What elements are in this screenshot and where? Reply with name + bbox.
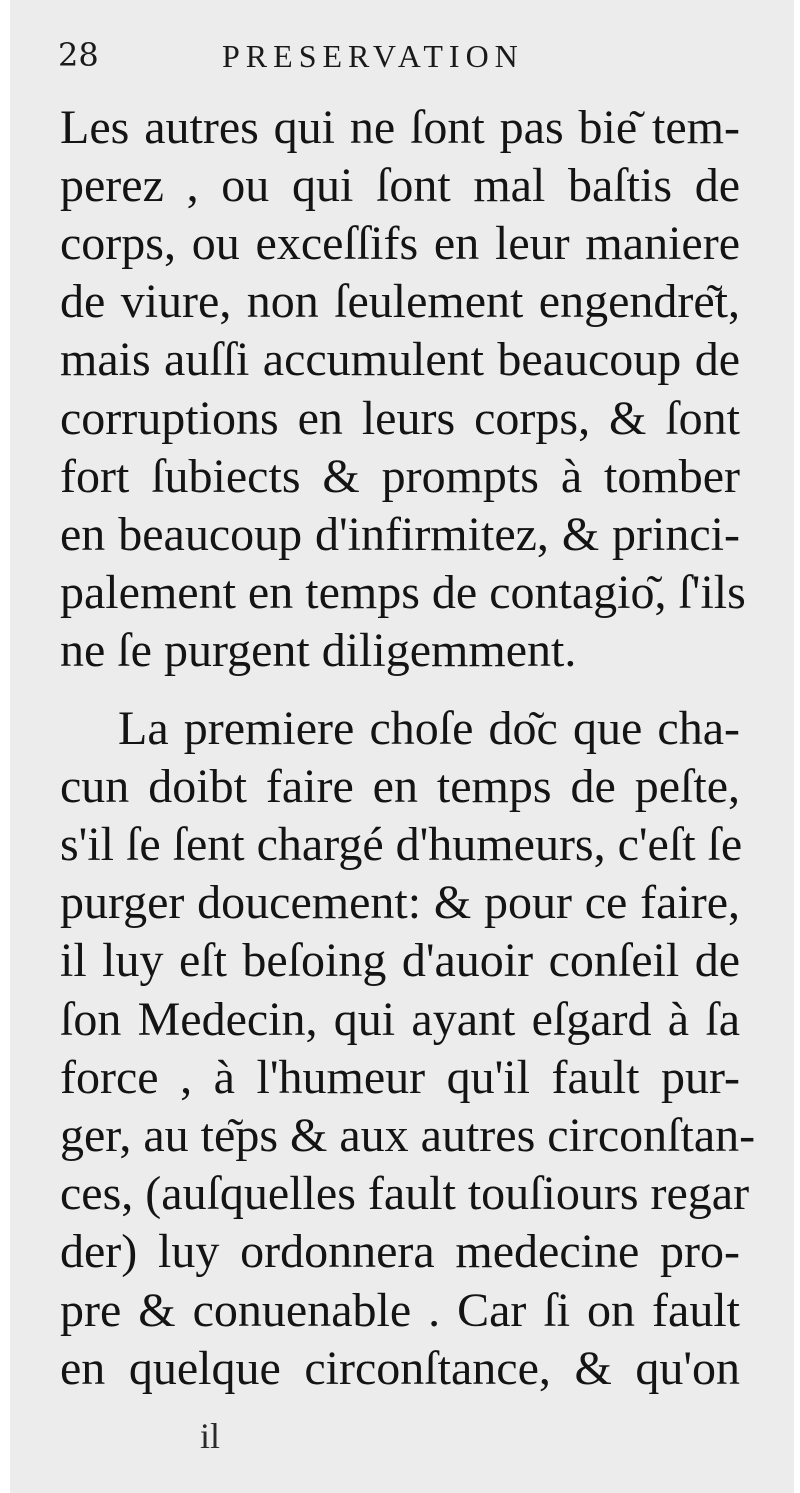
page-number: 28 bbox=[58, 36, 99, 74]
running-head: PRESERVATION bbox=[222, 38, 524, 74]
text-line: pre & conuenable . Car ſi on fault bbox=[60, 1284, 740, 1337]
text-line: ger, au te͂ps & aux autres circonſtan- bbox=[60, 1109, 756, 1162]
text-line: ne ſe purgent diligemment. bbox=[60, 624, 577, 677]
text-line: perez , ou qui ſont mal baſtis de bbox=[60, 159, 740, 212]
catchword: il bbox=[200, 1416, 221, 1456]
text-line: palement en temps de contagio͂, ſ'ils bbox=[60, 566, 746, 619]
text-line: der) luy ordonnera medecine pro- bbox=[60, 1225, 740, 1278]
text-line: s'il ſe ſent chargé d'humeurs, c'eſt ſe bbox=[60, 818, 743, 871]
text-line: force , à l'humeur qu'il fault pur- bbox=[60, 1051, 740, 1104]
page-edge-left bbox=[0, 0, 10, 1493]
text-line: corps, ou exceſſifs en leur maniere bbox=[60, 217, 740, 270]
text-line: corruptions en leurs corps, & ſont bbox=[60, 392, 740, 445]
text-line: en beaucoup d'infirmitez, & princi- bbox=[60, 508, 740, 561]
text-line: de viure, non ſeulement engendre͂t, bbox=[60, 275, 740, 328]
page-edge-right bbox=[794, 0, 800, 1493]
text-line: fort ſubiects & prompts à tomber bbox=[60, 450, 740, 503]
text-line: cun doibt faire en temps de peſte, bbox=[60, 760, 740, 813]
text-line: Les autres qui ne ſont pas bie͂ tem- bbox=[60, 101, 740, 154]
text-line: ces, (auſquelles fault touſiours regar bbox=[60, 1167, 750, 1220]
paragraph-first-line: La premiere choſe do͂c que cha- bbox=[118, 702, 740, 755]
text-line: en quelque circonſtance, & qu'on bbox=[60, 1342, 740, 1395]
text-line: mais auſſi accumulent beaucoup de bbox=[60, 333, 740, 386]
text-line: purger doucement: & pour ce faire, bbox=[60, 876, 740, 929]
text-line: ſon Medecin, qui ayant eſgard à ſa bbox=[60, 993, 740, 1046]
text-line: il luy eſt beſoing d'auoir conſeil de bbox=[60, 934, 740, 987]
